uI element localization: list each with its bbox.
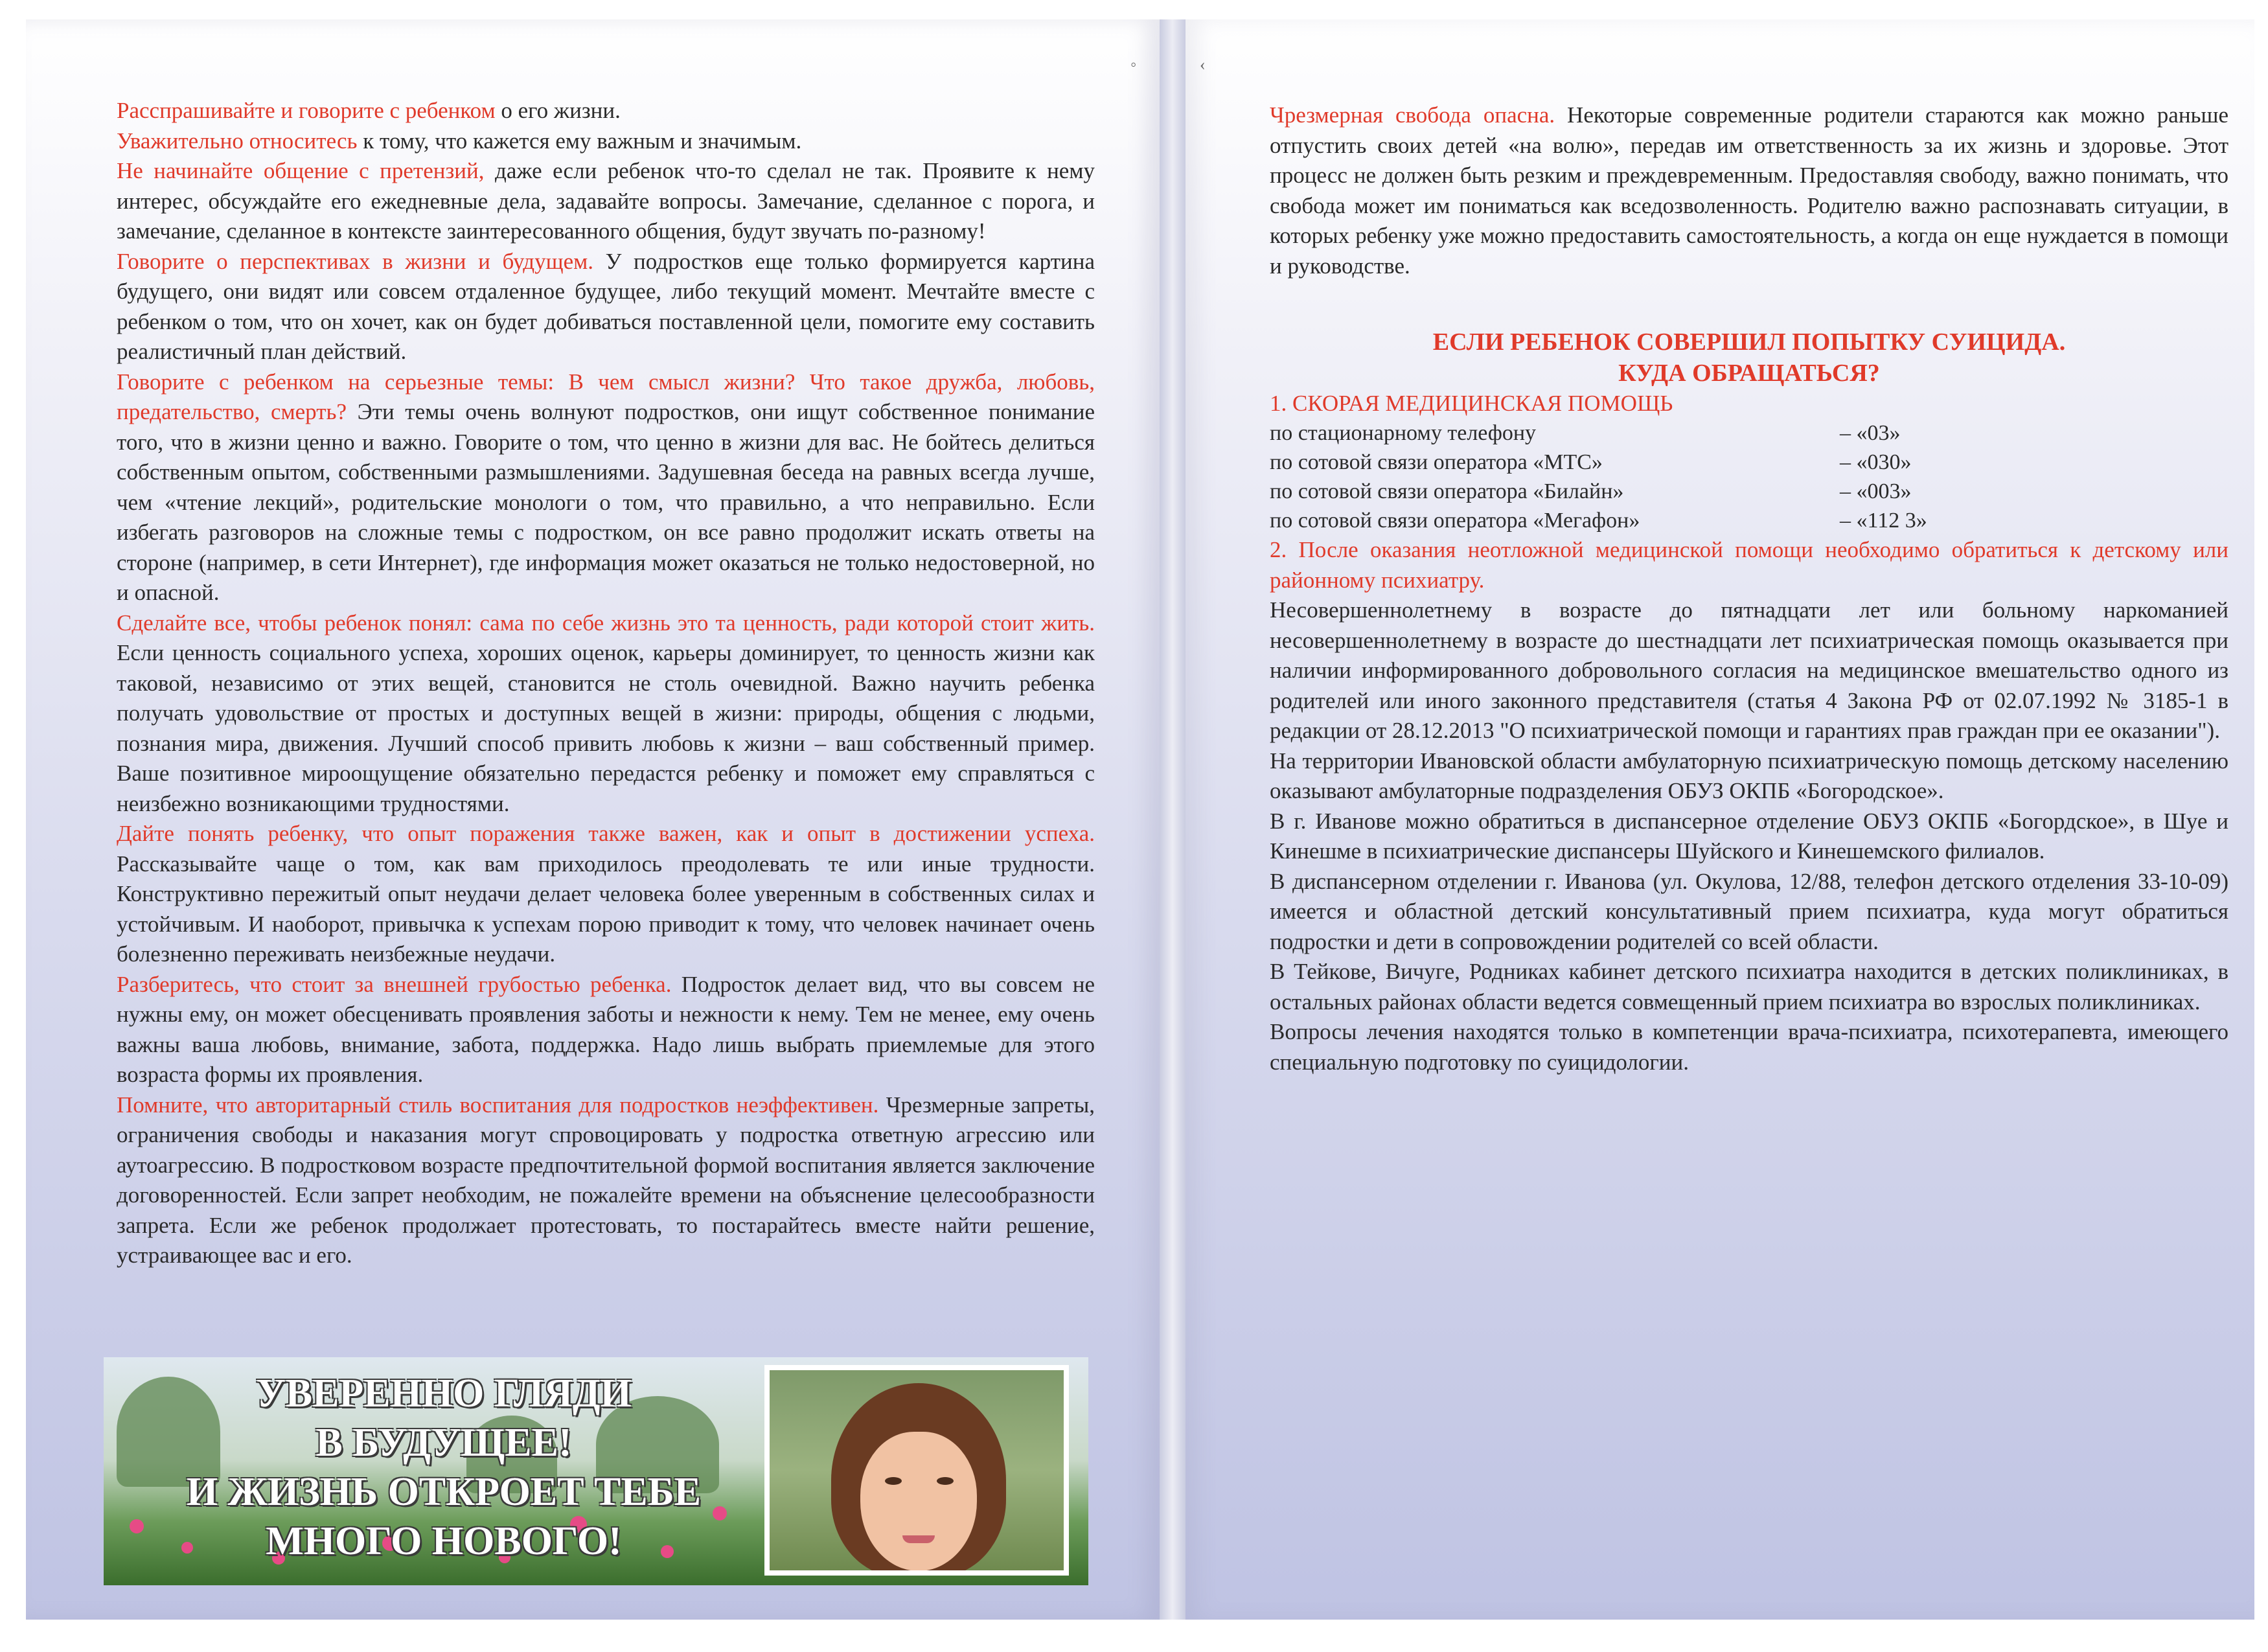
phone-label: по сотовой связи оператора «МТС» bbox=[1270, 450, 1603, 474]
phone-number: – «030» bbox=[1840, 450, 1912, 474]
info-paragraph: В диспансерном отделении г. Иванова (ул. Окулова, 12/88, телефон детского отделения 33-10-09) имеется и областной детский консультативный прием психиатра, куда могут обратиться подростки и дети в сопровождении родителей со всей области. bbox=[1270, 868, 2228, 954]
advice-paragraph bbox=[117, 247, 1095, 367]
info-paragraph: Несовершеннолетнему в возрасте до пятнадцати лет или больному наркоманией несовершеннолетнему в возрасте до шестнадцати лет психиатрическая помощь оказывается при наличии информированного добровольного согласия на медицинское вмешательство одного из родителей или иного законного представителя (статья 4 Закона РФ от 02.07.1992 № 3185-1 в редакции от 28.12.2013 "О психиатрической помощи и гарантиях прав граждан при ее оказании"). bbox=[1270, 597, 2228, 743]
info-paragraph: На территории Ивановской области амбулаторную психиатрическую помощь детскому населению оказывают амбулаторные подразделения ОБУЗ ОКПБ «Богородское». bbox=[1270, 748, 2228, 803]
girl-photo bbox=[764, 1365, 1069, 1576]
advice-paragraph bbox=[117, 156, 1095, 247]
right-page bbox=[1186, 19, 2254, 1620]
body-text: Некоторые современные родители стараются как можно раньше отпустить своих детей «на волю», передав им ответственность за их жизнь и здоровье. Этот процесс не должен быть резким и преждевременным. Предоставляя свободу, важно понимать, что свобода может им пониматься как вседозволенность. Родителю важно распознавать ситуации, в которых ребенку уже можно предоставить самостоятельность, а когда он еще нуждается в помощи и руководстве. bbox=[1270, 102, 2228, 279]
phone-row bbox=[1270, 448, 2228, 477]
section1-title: 1. СКОРАЯ МЕДИЦИНСКАЯ ПОМОЩЬ bbox=[1270, 391, 1673, 416]
advice-paragraph bbox=[117, 819, 1095, 970]
highlight-text: Помните, что авторитарный стиль воспитания для подростков неэффективен. bbox=[117, 1092, 879, 1118]
mouth-shape bbox=[902, 1535, 935, 1543]
advice-paragraph bbox=[117, 1090, 1095, 1271]
body-text: Рассказывайте чаще о том, как вам приходилось преодолевать те или иные трудности. Конструктивно пережитый опыт неудачи делает человека более уверенным в собственных силах и устойчивым. И наоборот, привычка к успехам порою приводит к тому, что человек начинает очень болезненно переживать неизбежные неудачи. bbox=[117, 851, 1095, 967]
highlight-text: Чрезмерная свобода опасна. bbox=[1270, 102, 1555, 128]
slogan-line: И ЖИЗНЬ ОТКРОЕТ ТЕБЕ bbox=[186, 1470, 702, 1514]
left-text-column bbox=[117, 96, 1095, 1271]
info-paragraph: В Тейкове, Вичуге, Родниках кабинет детского психиатра находится в детских поликлиниках, в остальных районах области ведется совмещенный прием психиатра во взрослых поликлиниках. bbox=[1270, 959, 2228, 1015]
brochure-spread bbox=[26, 19, 2254, 1620]
intro-paragraph bbox=[1270, 100, 2228, 281]
eye-shape bbox=[885, 1477, 902, 1485]
body-text: Чрезмерные запреты, ограничения свободы и наказания могут спровоцировать у подростка ответную агрессию или аутоагрессию. В подростковом возрасте предпочтительной формой воспитания является заключение договоренностей. Если запрет необходим, не пожалейте времени на объяснение целесообразности запрета. Если же ребенок продолжает протестовать, то постарайтесь вместе найти решение, устраивающее вас и его. bbox=[117, 1092, 1095, 1268]
highlight-text: Сделайте все, чтобы ребенок понял: сама по себе жизнь это та ценность, ради которой стоит жить. bbox=[117, 610, 1095, 636]
highlight-text: Уважительно относитесь bbox=[117, 128, 358, 154]
face-shape bbox=[860, 1432, 977, 1570]
spine-fold bbox=[1160, 19, 1186, 1620]
info-paragraph: Вопросы лечения находятся только в компетенции врача-психиатра, психотерапевта, имеющего специальную подготовку по суицидологии. bbox=[1270, 1019, 2228, 1075]
banner-slogan bbox=[139, 1369, 748, 1566]
phone-label: по сотовой связи оператора «Билайн» bbox=[1270, 479, 1624, 503]
slogan-line: МНОГО НОВОГО! bbox=[266, 1519, 622, 1563]
info-paragraph: В г. Иванове можно обратиться в диспансерное отделение ОБУЗ ОКПБ «Богордское», в Шуе и Кинешме в психиатрические диспансеры Шуйского и Кинешемского филиалов. bbox=[1270, 808, 2228, 864]
slogan-line: УВЕРЕННО ГЛЯДИ bbox=[256, 1371, 632, 1416]
advice-paragraph bbox=[117, 970, 1095, 1090]
body-text: даже если ребенок что-то сделал не так. Проявите к нему интерес, обсуждайте его ежедневные дела, задавайте вопросы. Замечание, сделанное с порога, и замечание, сделанное в контексте заинтересованного общения, будут звучать по-разному! bbox=[117, 158, 1095, 244]
phone-label: по стационарному телефону bbox=[1270, 421, 1537, 445]
body-text: Эти темы очень волнуют подростков, они ищут собственное понимание того, что в жизни ценно и важно. Говорите о том, что ценно в жизни для вас. Не бойтесь делиться собственным опытом, собственными размышлениями. Задушевная беседа на равных всегда лучше, чем «чтение лекций», родительские монологи о том, что правильно, а что неправильно. Если избегать разговоров на сложные темы с подростком, он все равно продолжит искать ответы на стороне (например, в сети Интернет), где информация может оказаться не только недостоверной, но и опасной. bbox=[117, 399, 1095, 605]
advice-paragraph bbox=[117, 367, 1095, 608]
highlight-text: Разберитесь, что стоит за внешней грубостью ребенка. bbox=[117, 971, 672, 997]
banner bbox=[104, 1357, 1088, 1585]
advice-paragraph bbox=[117, 608, 1095, 820]
highlight-text: Говорите с ребенком на серьезные темы: В чем смысл жизни? Что такое дружба, любовь, предательство, смерть? bbox=[117, 369, 1095, 424]
section-heading-line1: ЕСЛИ РЕБЕНОК СОВЕРШИЛ ПОПЫТКУ СУИЦИДА. bbox=[1432, 328, 2066, 356]
body-text: о его жизни. bbox=[495, 98, 621, 123]
section-heading-line2: КУДА ОБРАЩАТЬСЯ? bbox=[1618, 360, 1880, 387]
phone-number: – «03» bbox=[1840, 421, 1901, 445]
phone-row bbox=[1270, 477, 2228, 506]
highlight-text: Говорите о перспективах в жизни и будущем. bbox=[117, 248, 593, 274]
highlight-text: Расспрашивайте и говорите с ребенком bbox=[117, 98, 496, 123]
phone-label: по сотовой связи оператора «Мегафон» bbox=[1270, 509, 1640, 533]
left-page bbox=[26, 19, 1160, 1620]
phone-list bbox=[1270, 419, 2228, 535]
right-text-column bbox=[1270, 100, 2228, 1077]
highlight-text: Дайте понять ребенку, что опыт поражения также важен, как и опыт в достижении успеха. bbox=[117, 821, 1095, 846]
phone-row bbox=[1270, 419, 2228, 448]
section2-title: 2. После оказания неотложной медицинской помощи необходимо обратиться к детскому или районному психиатру. bbox=[1270, 537, 2228, 593]
highlight-text: Не начинайте общение с претензий, bbox=[117, 158, 485, 183]
body-text: к тому, что кажется ему важным и значимым. bbox=[357, 128, 802, 154]
advice-paragraph bbox=[117, 126, 1095, 157]
right-body bbox=[1270, 595, 2228, 1077]
fold-mark: ◦ bbox=[1130, 55, 1137, 74]
phone-number: – «003» bbox=[1840, 479, 1912, 503]
body-text: Подросток делает вид, что вы совсем не нужны ему, он может обесценивать проявления заботы и нежности к нему. Тем не менее, ему очень важны ваша любовь, внимание, забота, поддержка. Надо лишь выбрать приемлемые для этого возраста формы их проявления. bbox=[117, 971, 1095, 1087]
phone-number: – «112 3» bbox=[1840, 509, 1927, 533]
eye-shape bbox=[937, 1477, 954, 1485]
fold-mark: ‹ bbox=[1200, 55, 1206, 74]
slogan-line: В БУДУЩЕЕ! bbox=[315, 1421, 572, 1465]
photo-image bbox=[770, 1370, 1064, 1570]
body-text: Если ценность социального успеха, хороших оценок, карьеры доминирует, то ценность жизни как таковой, независимо от этих вещей, становится не столь очевидной. Важно научить ребенка получать удовольствие от простых и доступных вещей в жизни: природы, общения с людьми, познания мира, движения. Лучший способ привить любовь к жизни – ваш собственный пример. Ваше позитивное мироощущение обязательно передастся ребенку и поможет ему справляться с неизбежно возникающими трудностями. bbox=[117, 640, 1095, 816]
advice-paragraph bbox=[117, 96, 1095, 126]
body-text: У подростков еще только формируется картина будущего, они видят или совсем отдаленное будущее, либо текущий момент. Мечтайте вместе с ребенком о том, что он хочет, как он будет добиваться поставленной цели, помогите ему составить реалистичный план действий. bbox=[117, 248, 1095, 364]
phone-row bbox=[1270, 506, 2228, 535]
